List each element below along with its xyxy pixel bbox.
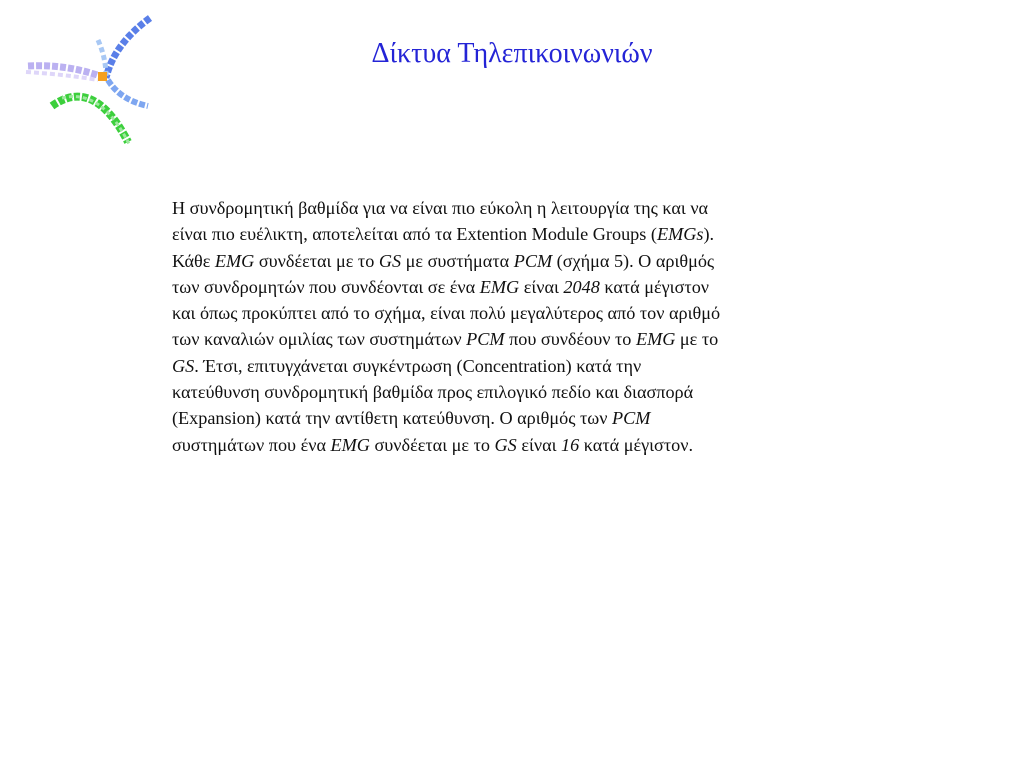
paragraph-line bbox=[172, 379, 872, 405]
text-run: των καναλιών ομιλίας των συστημάτων bbox=[172, 329, 467, 350]
text-run: Κάθε bbox=[172, 250, 215, 271]
text-run: των συνδρομητών που συνδέονται σε ένα bbox=[172, 276, 480, 297]
text-run: που συνδέουν το bbox=[504, 329, 636, 350]
italic-term: EMG bbox=[479, 276, 520, 297]
italic-term: PCM bbox=[612, 408, 651, 429]
text-run: κατά μέγιστον. bbox=[579, 434, 693, 455]
italic-term: EMGs bbox=[656, 224, 704, 245]
paragraph-line bbox=[172, 248, 872, 274]
paragraph-line bbox=[172, 195, 872, 221]
text-run: και όπως προκύπτει από το σχήμα, είναι πολύ μεγαλύτερος από τον αριθμό bbox=[172, 303, 721, 324]
italic-term: 2048 bbox=[563, 276, 600, 297]
italic-term: EMG bbox=[635, 329, 676, 350]
italic-term: EMG bbox=[214, 250, 255, 271]
text-run: (Expansion) κατά την αντίθετη κατεύθυνση. Ο αριθμός των bbox=[172, 408, 612, 429]
paragraph-line bbox=[172, 353, 872, 379]
text-run: κατά μέγιστον bbox=[599, 276, 710, 297]
slide-title: Δίκτυα Τηλεπικοινωνιών bbox=[371, 38, 653, 69]
text-run: Η συνδρομητική βαθμίδα για να είναι πιο εύκολη η λειτουργία της και να bbox=[172, 198, 709, 218]
text-run: με το bbox=[675, 329, 719, 350]
italic-term: EMG bbox=[330, 434, 370, 455]
text-run: είναι bbox=[516, 434, 562, 455]
pixel-star-logo-icon bbox=[22, 14, 154, 150]
text-run: . Έτσι, επιτυγχάνεται συγκέντρωση (Concentration) κατά την bbox=[194, 355, 642, 376]
text-run: συστημάτων που ένα bbox=[172, 434, 331, 455]
italic-term: GS bbox=[172, 355, 195, 376]
text-run: ). bbox=[703, 224, 715, 245]
text-run: με συστήματα bbox=[401, 250, 514, 271]
text-run: είναι bbox=[519, 276, 564, 297]
text-run: συνδέεται με το bbox=[369, 434, 495, 455]
italic-term: GS bbox=[494, 434, 517, 455]
italic-term: PCM bbox=[466, 329, 505, 350]
text-run: κατεύθυνση συνδρομητική βαθμίδα προς επιλογικό πεδίο και διασπορά bbox=[172, 382, 694, 403]
italic-term: PCM bbox=[513, 250, 553, 271]
text-run: είναι πιο ευέλικτη, αποτελείται από τα Extention Module Groups ( bbox=[172, 224, 657, 245]
italic-term: 16 bbox=[561, 434, 580, 455]
text-run: συνδέεται με το bbox=[254, 250, 379, 271]
paragraph-line bbox=[172, 221, 872, 247]
slide-body-paragraph bbox=[172, 195, 872, 458]
text-run: (σχήμα 5). Ο αριθμός bbox=[552, 250, 715, 271]
paragraph-line bbox=[172, 432, 872, 458]
logo-graphic bbox=[22, 14, 154, 150]
paragraph-line bbox=[172, 405, 872, 431]
paragraph-line bbox=[172, 274, 872, 300]
italic-term: GS bbox=[378, 250, 402, 271]
paragraph-line bbox=[172, 326, 872, 352]
paragraph-line bbox=[172, 300, 872, 326]
